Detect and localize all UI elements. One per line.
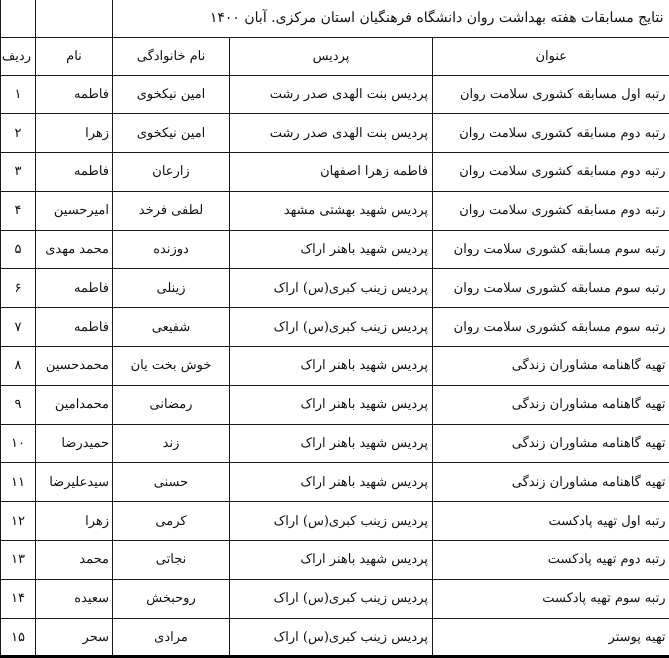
- cell-rank: ۱۳: [1, 541, 36, 580]
- table-row: [1, 541, 669, 580]
- table-row: [1, 114, 669, 153]
- cell-family: زند: [113, 424, 230, 463]
- table-row: [1, 424, 669, 463]
- header-name: نام: [36, 37, 113, 75]
- cell-family: دوزنده: [113, 230, 230, 269]
- cell-title: رتبه سوم تهیه پادکست: [433, 579, 669, 618]
- cell-rank: ۲: [1, 114, 36, 153]
- cell-family: امین نیکخوی: [113, 75, 230, 114]
- cell-title: رتبه دوم مسابقه کشوری سلامت روان: [433, 153, 669, 192]
- cell-name: سیدعلیرضا: [36, 463, 113, 502]
- cell-title: رتبه اول تهیه پادکست: [433, 502, 669, 541]
- cell-family: شفیعی: [113, 308, 230, 347]
- cell-title: تهیه گاهنامه مشاوران زندگی: [433, 347, 669, 386]
- table-row: [1, 579, 669, 618]
- table-row: [1, 75, 669, 114]
- cell-rank: ۳: [1, 153, 36, 192]
- cell-rank: ۹: [1, 385, 36, 424]
- table-row: [1, 153, 669, 192]
- cell-family: نجاتی: [113, 541, 230, 580]
- cell-title: رتبه دوم تهیه پادکست: [433, 541, 669, 580]
- cell-campus: پردیس بنت الهدی صدر رشت: [230, 114, 433, 153]
- cell-family: روحبخش: [113, 579, 230, 618]
- cell-rank: ۵: [1, 230, 36, 269]
- cell-title: تهیه گاهنامه مشاوران زندگی: [433, 385, 669, 424]
- blank-cell: [1, 0, 36, 37]
- cell-campus: پردیس زینب کبری(س) اراک: [230, 618, 433, 657]
- cell-title: تهیه پوستر: [433, 618, 669, 657]
- cell-title: رتبه دوم مسابقه کشوری سلامت روان: [433, 191, 669, 230]
- cell-family: کرمی: [113, 502, 230, 541]
- cell-title: رتبه سوم مسابقه کشوری سلامت روان: [433, 269, 669, 308]
- table-row: [1, 191, 669, 230]
- cell-name: امیرحسین: [36, 191, 113, 230]
- table-row: [1, 347, 669, 386]
- cell-family: رمضانی: [113, 385, 230, 424]
- cell-rank: ۱: [1, 75, 36, 114]
- cell-name: زهرا: [36, 502, 113, 541]
- table-row: [1, 385, 669, 424]
- cell-campus: پردیس شهید باهنر اراک: [230, 541, 433, 580]
- cell-name: محمد: [36, 541, 113, 580]
- header-title: عنوان: [433, 37, 669, 75]
- cell-campus: پردیس شهید بهشتی مشهد: [230, 191, 433, 230]
- cell-campus: پردیس شهید باهنر اراک: [230, 463, 433, 502]
- title-row: [1, 0, 669, 37]
- cell-rank: ۱۴: [1, 579, 36, 618]
- table-row: [1, 230, 669, 269]
- table-row: [1, 308, 669, 347]
- cell-name: زهرا: [36, 114, 113, 153]
- header-campus: پردیس: [230, 37, 433, 75]
- cell-rank: ۶: [1, 269, 36, 308]
- cell-rank: ۱۲: [1, 502, 36, 541]
- table-row: [1, 618, 669, 657]
- cell-name: فاطمه: [36, 308, 113, 347]
- blank-cell: [36, 0, 113, 37]
- cell-campus: پردیس شهید باهنر اراک: [230, 424, 433, 463]
- cell-family: زارعان: [113, 153, 230, 192]
- cell-rank: ۷: [1, 308, 36, 347]
- cell-rank: ۱۱: [1, 463, 36, 502]
- cell-campus: پردیس بنت الهدی صدر رشت: [230, 75, 433, 114]
- cell-rank: ۱۵: [1, 618, 36, 657]
- cell-title: رتبه سوم مسابقه کشوری سلامت روان: [433, 230, 669, 269]
- cell-family: حسنی: [113, 463, 230, 502]
- cell-title: تهیه گاهنامه مشاوران زندگی: [433, 463, 669, 502]
- cell-campus: پردیس شهید باهنر اراک: [230, 385, 433, 424]
- cell-name: حمیدرضا: [36, 424, 113, 463]
- cell-name: سعیده: [36, 579, 113, 618]
- cell-title: رتبه اول مسابقه کشوری سلامت روان: [433, 75, 669, 114]
- header-row: [1, 37, 669, 75]
- cell-rank: ۴: [1, 191, 36, 230]
- cell-family: امین نیکخوی: [113, 114, 230, 153]
- cell-campus: پردیس شهید باهنر اراک: [230, 230, 433, 269]
- cell-rank: ۸: [1, 347, 36, 386]
- cell-family: زینلی: [113, 269, 230, 308]
- cell-campus: فاطمه زهرا اصفهان: [230, 153, 433, 192]
- cell-name: محمدحسین: [36, 347, 113, 386]
- cell-campus: پردیس شهید باهنر اراک: [230, 347, 433, 386]
- table-title: نتایج مسابقات هفته بهداشت روان دانشگاه فرهنگیان استان مرکزی. آبان ۱۴۰۰: [113, 0, 669, 37]
- header-family: نام خانوادگی: [113, 37, 230, 75]
- cell-name: فاطمه: [36, 75, 113, 114]
- table-row: [1, 502, 669, 541]
- cell-title: تهیه گاهنامه مشاوران زندگی: [433, 424, 669, 463]
- cell-rank: ۱۰: [1, 424, 36, 463]
- cell-campus: پردیس زینب کبری(س) اراک: [230, 502, 433, 541]
- cell-campus: پردیس زینب کبری(س) اراک: [230, 269, 433, 308]
- table-row: [1, 269, 669, 308]
- cell-name: فاطمه: [36, 153, 113, 192]
- header-rank: ردیف: [1, 37, 36, 75]
- cell-campus: پردیس زینب کبری(س) اراک: [230, 579, 433, 618]
- table-row: [1, 463, 669, 502]
- cell-name: سحر: [36, 618, 113, 657]
- cell-family: لطفی فرخد: [113, 191, 230, 230]
- cell-name: فاطمه: [36, 269, 113, 308]
- cell-family: مرادی: [113, 618, 230, 657]
- cell-name: محمدامین: [36, 385, 113, 424]
- cell-family: خوش بخت یان: [113, 347, 230, 386]
- cell-title: رتبه سوم مسابقه کشوری سلامت روان: [433, 308, 669, 347]
- cell-title: رتبه دوم مسابقه کشوری سلامت روان: [433, 114, 669, 153]
- cell-campus: پردیس زینب کبری(س) اراک: [230, 308, 433, 347]
- cell-name: محمد مهدی: [36, 230, 113, 269]
